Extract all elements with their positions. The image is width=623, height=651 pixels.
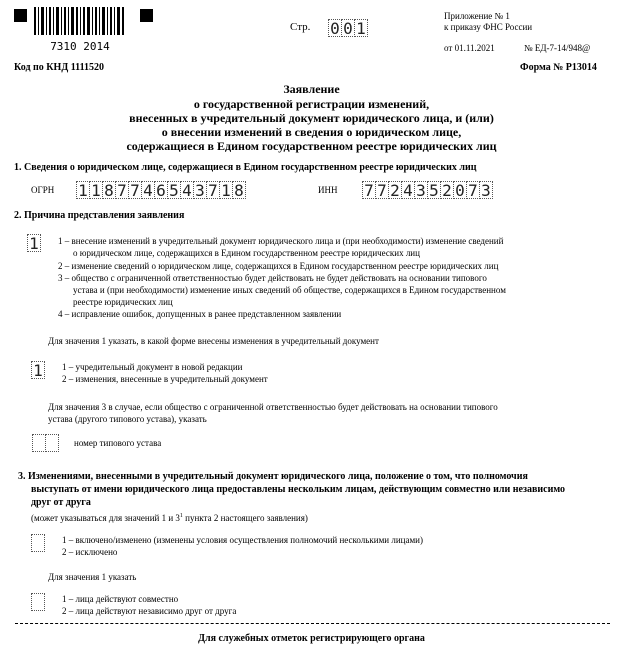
inn-field[interactable] — [362, 181, 492, 199]
ogrn-field[interactable] — [76, 181, 245, 199]
typical-digit-1 — [32, 434, 46, 452]
ogrn-label: ОГРН — [31, 185, 55, 195]
form-code: Форма № Р13014 — [520, 62, 597, 73]
ogrn-digit: 1 — [76, 181, 90, 199]
typical-question-line1: Для значения 3 в случае, если общество с ограниченной ответственностью будет действовать на основании типового — [48, 402, 498, 412]
order-date: от 01.11.2021 — [444, 43, 495, 53]
joint-option-1: 1 – лица действуют совместно — [62, 594, 179, 604]
authority-option-1: 1 – включено/изменено (изменены условия осуществления полномочий несколькими лицами) — [62, 535, 423, 545]
inn-digit: 7 — [375, 181, 389, 199]
dashed-divider — [15, 623, 610, 624]
section3-heading-line1: 3. Изменениями, внесенными в учредительный документ юридического лица, положение о том, что полномочия — [18, 471, 528, 482]
ogrn-digit: 8 — [102, 181, 116, 199]
page-digit-3: 1 — [354, 19, 368, 37]
typical-label: номер типового устава — [74, 438, 162, 448]
inn-digit: 2 — [388, 181, 402, 199]
inn-label: ИНН — [318, 185, 338, 195]
joint-action-value — [31, 593, 45, 611]
reason-value: 1 — [27, 234, 41, 252]
page-digit-2: 0 — [341, 19, 355, 37]
reason-3-line3: реестре юридических лиц — [73, 297, 173, 307]
ogrn-digit: 7 — [206, 181, 220, 199]
title-line-3: внесенных в учредительный документ юридического лица, и (или) — [129, 111, 494, 125]
ogrn-digit: 4 — [141, 181, 155, 199]
inn-digit: 3 — [414, 181, 428, 199]
section3-heading-line2: выступать от имени юридического лица предоставлены нескольким лицам, действующим совместно или независимо — [31, 484, 566, 495]
title-line-4: о внесении изменений в сведения о юридическом лице, — [161, 125, 462, 139]
sub-question: Для значения 1 указать — [48, 572, 137, 582]
form-value: 1 — [31, 361, 45, 379]
typical-charter-number-field[interactable] — [32, 434, 58, 452]
ogrn-digit: 1 — [219, 181, 233, 199]
reason-4: 4 – исправление ошибок, допущенных в ранее представленном заявлении — [58, 309, 342, 319]
reason-1-line1: 1 – внесение изменений в учредительный документ юридического лица и (при необходимости) изменение сведений — [58, 236, 504, 246]
section1-heading: 1. Сведения о юридическом лице, содержащиеся в Едином государственном реестре юридических лиц — [14, 162, 477, 173]
section2-heading: 2. Причина представления заявления — [14, 210, 185, 221]
ogrn-digit: 4 — [180, 181, 194, 199]
ogrn-digit: 7 — [128, 181, 142, 199]
reason-1-line2: о юридическом лице, содержащихся в Едином государственном реестре юридических лиц — [73, 248, 420, 258]
ogrn-digit: 6 — [154, 181, 168, 199]
ogrn-digit: 7 — [115, 181, 129, 199]
typical-question-line2: устава (другого типового устава), указать — [48, 414, 207, 424]
service-label: Для служебных отметок регистрирующего органа — [198, 633, 425, 644]
joint-action-field[interactable] — [31, 593, 44, 611]
ogrn-digit: 1 — [89, 181, 103, 199]
authority-value — [31, 534, 45, 552]
reason-3-line2: устава и (при необходимости) изменение иных сведений об обществе, содержащихся в Едином государственном — [73, 285, 506, 295]
title-line-2: о государственной регистрации изменений, — [193, 97, 430, 111]
section3-note: (может указываться для значений 1 и $3^1$ пункта 2 настоящего заявления) — [31, 513, 308, 523]
inn-digit: 7 — [362, 181, 376, 199]
authority-field[interactable] — [31, 534, 44, 552]
authority-option-2: 2 – исключено — [62, 547, 118, 557]
appendix-line1: Приложение № 1 — [444, 11, 510, 21]
title-line-1: Заявление — [283, 82, 340, 96]
ogrn-digit: 5 — [167, 181, 181, 199]
inn-digit: 5 — [427, 181, 441, 199]
page-digit-1: 0 — [328, 19, 342, 37]
title-line-5: содержащиеся в Едином государственном реестре юридических лиц — [126, 139, 497, 153]
reason-3-line1: 3 – общество с ограниченной ответственностью будет действовать не будет действовать на основании типового — [58, 273, 487, 283]
barcode — [34, 7, 126, 43]
form-question: Для значения 1 указать, в какой форме внесены изменения в учредительный документ — [48, 336, 379, 346]
page-number-cells — [328, 19, 367, 37]
inn-digit: 2 — [440, 181, 454, 199]
corner-marker-left — [14, 9, 27, 22]
order-number: № ЕД-7-14/948@ — [524, 43, 591, 53]
inn-digit: 3 — [479, 181, 493, 199]
appendix-line2: к приказу ФНС России — [444, 22, 533, 32]
inn-digit: 7 — [466, 181, 480, 199]
knd-code: Код по КНД 1111520 — [14, 62, 105, 73]
form-option-2: 2 – изменения, внесенные в учредительный документ — [62, 374, 268, 384]
page-label: Стр. — [290, 21, 311, 33]
reason-2: 2 – изменение сведений о юридическом лице, содержащихся в Едином государственном реестре юридических лиц — [58, 261, 499, 271]
ogrn-digit: 8 — [232, 181, 246, 199]
barcode-number: 7310 2014 — [40, 40, 120, 53]
form-field[interactable] — [31, 361, 44, 379]
joint-option-2: 2 – лица действуют независимо друг от друга — [62, 606, 237, 616]
typical-digit-2 — [45, 434, 59, 452]
corner-marker-right — [140, 9, 153, 22]
section3-heading-line3: друг от друга — [31, 497, 91, 508]
ogrn-digit: 3 — [193, 181, 207, 199]
form-option-1: 1 – учредительный документ в новой редакции — [62, 362, 243, 372]
inn-digit: 0 — [453, 181, 467, 199]
inn-digit: 4 — [401, 181, 415, 199]
reason-field[interactable] — [27, 234, 40, 252]
